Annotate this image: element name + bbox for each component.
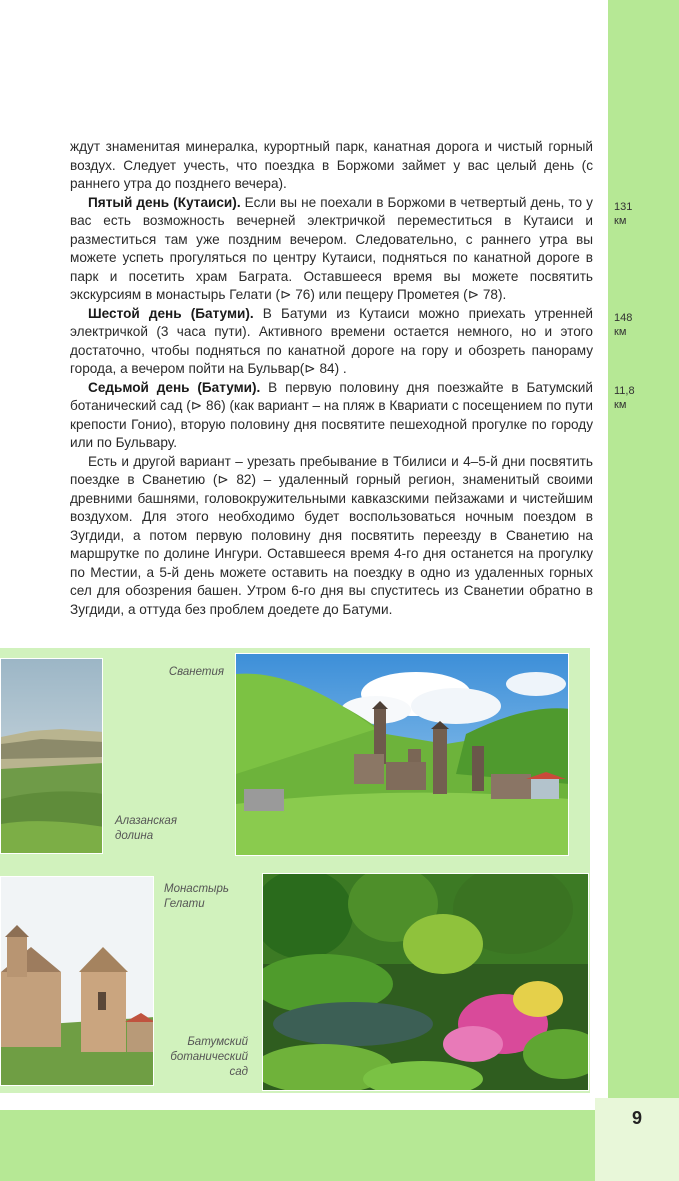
batumi-garden-photo xyxy=(262,873,589,1091)
right-margin-band xyxy=(608,0,679,1181)
svanetia-photo xyxy=(235,653,569,856)
distance-value: 11,8 xyxy=(614,385,635,397)
caption-batumi-garden xyxy=(164,1035,248,1080)
paragraph-day-6 xyxy=(70,305,593,379)
alazani-valley-photo xyxy=(0,658,103,854)
distance-unit: км xyxy=(614,326,627,338)
margin-note-distance-3 xyxy=(614,384,635,412)
caption-line: долина xyxy=(115,830,154,842)
paragraph-1: ждут знаменитая минералка, курортный парк, канатная дорога и чистый горный воздух. Следует учесть, что поездка в Боржоми займет у вас целый день (с раннего утра до позднего вечера). xyxy=(70,139,593,191)
day-5-heading: Пятый день (Кутаиси). xyxy=(88,194,241,210)
paragraph-day-7 xyxy=(70,379,593,453)
distance-unit: км xyxy=(614,215,627,227)
paragraph-day-5 xyxy=(70,194,593,305)
day-6-text: В Батуми из Кутаиси можно приехать утренней электричкой (3 часа пути). Активного времени остается немного, но и этого достаточно, чтобы подняться по канатной дороге на гору и обозреть панораму города, а вечером пойти на Бульвар(⊳ 84) . xyxy=(70,305,593,376)
distance-value: 131 xyxy=(614,201,633,213)
page-number-box xyxy=(595,1098,679,1181)
caption-line: Монастырь xyxy=(164,883,229,895)
photo-panel xyxy=(0,648,590,1093)
day-5-text: Если вы не поехали в Боржоми в четвертый день, то у вас есть возможность вечерней электричкой переместиться в Кутаиси и разместиться там уже поздним вечером. Следовательно, с раннего утра вы можете успеть прогуляться по центру Кутаиси, подняться по канатной дороге в парк и посетить храм Баграта. Оставшееся время вы можете посвятить экскурсиям в монастырь Гелати (⊳ 76) или пещеру Прометея (⊳ 78). xyxy=(70,194,593,302)
margin-note-distance-2 xyxy=(614,311,632,339)
day-7-heading: Седьмой день (Батуми). xyxy=(88,379,261,395)
day-7-text: В первую половину дня поезжайте в Батумский ботанический сад (⊳ 86) (как вариант – на пляж в Квариати с посещением по пути крепости Гонио), вторую половину дня посвятите пешеходной прогулке по городу или по Бульвару. xyxy=(70,379,593,450)
page-number: 9 xyxy=(631,1108,642,1128)
caption-svanetia: Сванетия xyxy=(168,666,224,678)
paragraph-alternative: Есть и другой вариант – урезать пребывание в Тбилиси и 4–5-й дни посвятить поездке в Сванетию (⊳ 82) – удаленный горный регион, знаменитый своими древними башнями, головокружительными кавказскими пейзажами и чистейшим воздухом. Для этого необходимо будет воспользоваться ночным поездом в Зугдиди, а потом первую половину дня посвятить переезду в Сванетию на маршрутке по долине Ингури. Оставшееся время 4-го дня останется на прогулку по Местии, а 5-й день можете оставить на поездку в одно из удаленных горных сел для обозрения башен. Утром 6-го дня вы спуститесь из Сванетии обратно в Зугдиди, а оттуда без проблем доедете до Батуми. xyxy=(70,453,593,617)
caption-line: Батумский xyxy=(187,1036,248,1048)
main-text xyxy=(70,138,593,619)
distance-unit: км xyxy=(614,399,627,411)
caption-line: сад xyxy=(229,1066,248,1078)
caption-alazani-valley xyxy=(115,814,177,844)
gelati-monastery-photo xyxy=(0,876,154,1086)
margin-note-distance-1 xyxy=(614,200,632,228)
caption-line: Гелати xyxy=(164,898,205,910)
caption-line: Алазанская xyxy=(115,815,177,827)
caption-line: ботанический xyxy=(170,1051,248,1063)
caption-gelati-monastery xyxy=(164,882,229,912)
day-6-heading: Шестой день (Батуми). xyxy=(88,305,254,321)
distance-value: 148 xyxy=(614,312,633,324)
bottom-band xyxy=(0,1110,679,1181)
